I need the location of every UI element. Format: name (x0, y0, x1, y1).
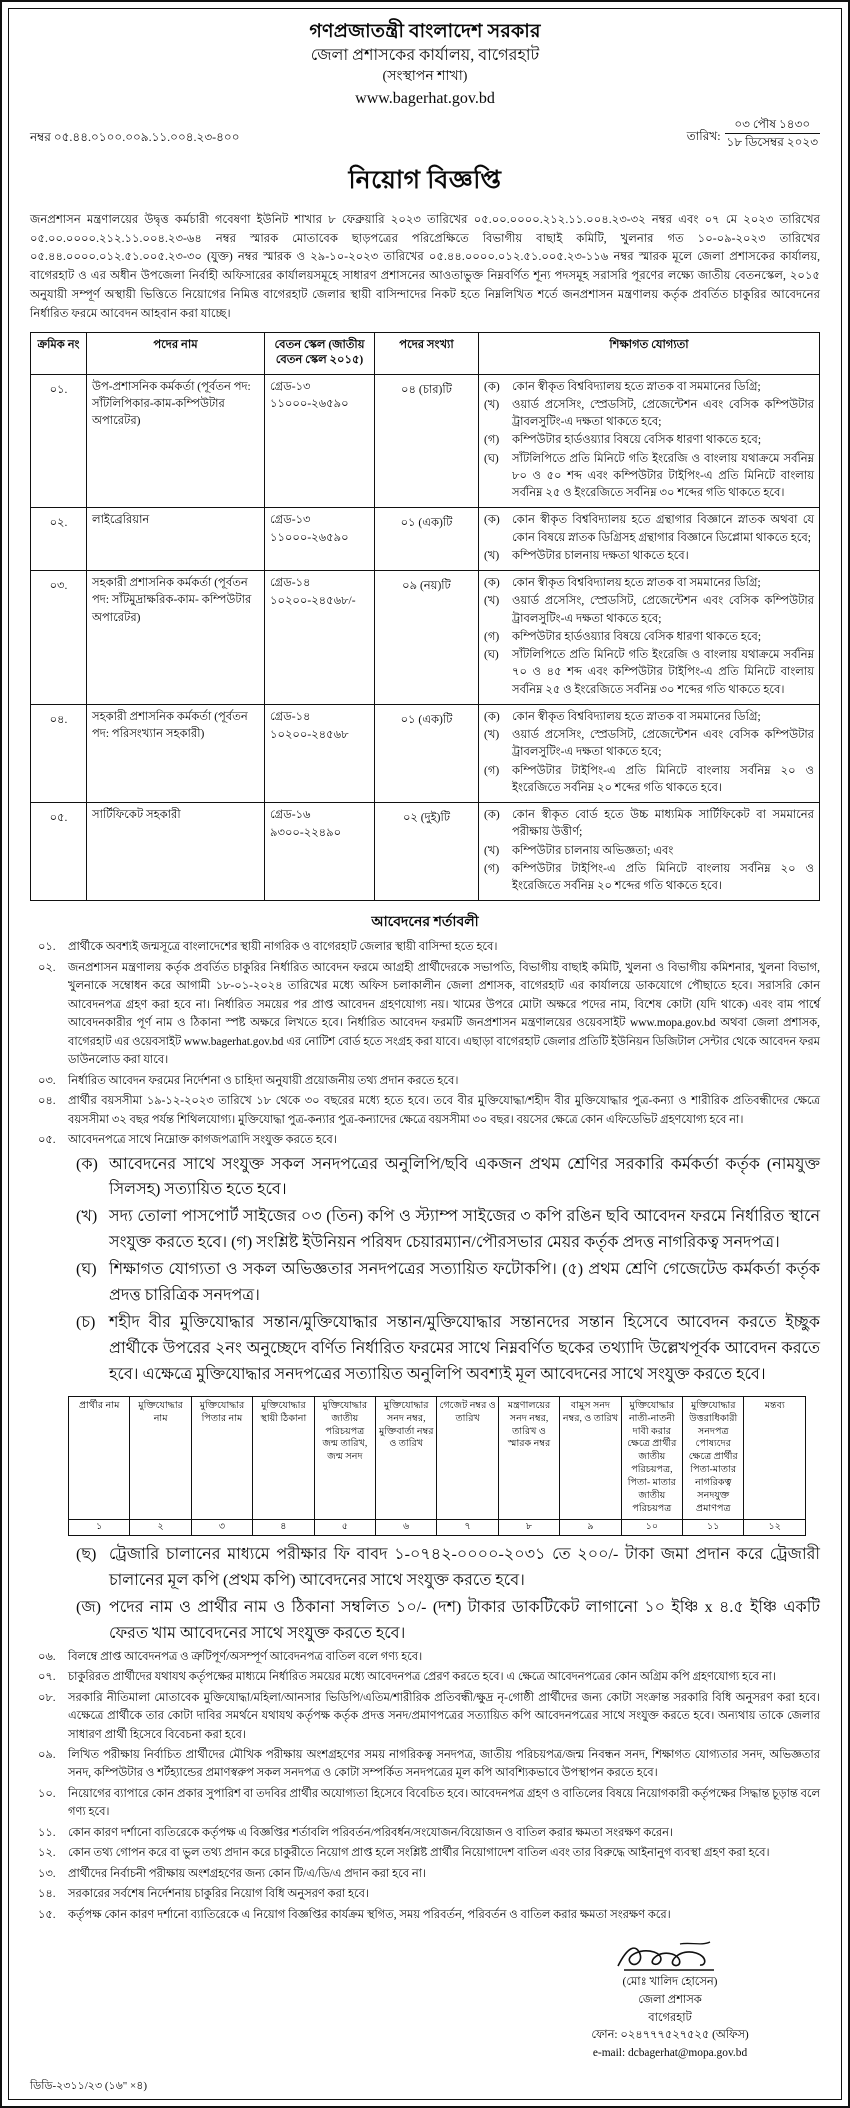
condition-subitem-marker: (ঘ) (76, 1261, 97, 1279)
condition-item (30, 938, 820, 956)
condition-item (30, 1648, 820, 1666)
handwritten-signature-icon (520, 1940, 820, 1974)
signatory-email: e-mail: dcbagerhat@mopa.gov.bd (592, 2046, 748, 2059)
qualification-item (484, 451, 814, 503)
table-row (31, 704, 820, 802)
qualification-marker: (ক) (484, 514, 500, 527)
condition-item-marker: ০৭. (38, 1671, 56, 1684)
office-name: জেলা প্রশাসকের কার্যালয়, বাগেরহাট (310, 46, 540, 64)
cell-pay-scale (265, 571, 375, 705)
qualification-text: কোন স্বীকৃত বিশ্ববিদ্যালয় হতে স্নাতক বা সমমানের ডিগ্রি; (512, 380, 761, 393)
cell-pay-scale (265, 374, 375, 508)
cell-post-name: উপ-প্রশাসনিক কর্মকর্তা (পূর্বতন পদ: সাঁটলিপিকার-কাম-কম্পিউটার অপারেটর) (87, 374, 265, 508)
website-url: www.bagerhat.gov.bd (355, 89, 495, 107)
posts-table (30, 332, 820, 902)
cell-post-name: সার্টিফিকেট সহকারী (87, 803, 265, 901)
ff-col-header: বামুস সনদ নম্বর, ও তারিখ (560, 1396, 621, 1519)
qualification-item (484, 807, 814, 842)
condition-subitem (76, 1595, 820, 1647)
condition-item (30, 959, 820, 1070)
ff-col-header: মুক্তিযোদ্ধার নাতী-নাতনী দাবী করার ক্ষেত্রে প্রার্থীর জাতীয় পরিচয়পত্র, পিতা- মাতার জাতীয় পরিচয়পত্র (621, 1396, 682, 1519)
condition-item-marker: ১৫. (38, 1908, 56, 1921)
condition-item-text: আবেদনপত্রে সাথে নিম্নোক্ত কাগজপত্রাদি সংযুক্ত করতে হবে। (68, 1134, 337, 1147)
ff-col-header: প্রার্থীর নাম (69, 1396, 130, 1519)
qualification-text: কোন স্বীকৃত বিশ্ববিদ্যালয় হতে স্নাতক বা সমমানের ডিগ্রি; (512, 577, 761, 590)
condition-item-marker: ০১. (38, 941, 56, 954)
condition-subitem-marker: (জ) (76, 1598, 101, 1616)
condition-item-text: নিয়োগের ব্যাপারে কোন প্রকার সুপারিশ বা তদবির প্রার্থীর অযোগ্যতা হিসেবে বিবেচিত হবে। আবেদনপত্র গ্রহণ ও বাতিলের বিষয়ে নিয়োগকারী কর্তৃপক্ষের সিদ্ধান্ত চূড়ান্ত বলে গণ্য হবে। (68, 1787, 820, 1819)
qualification-item (484, 629, 814, 646)
condition-subitem-text: আবেদনের সাথে সংযুক্ত সকল সনদপত্রের অনুলিপি/ছবি একজন প্রথম শ্রেণির সরকারি কর্মকর্তা কর্তৃক (নামযুক্ত সিলসহ) সত্যায়িত হতে হবে। (109, 1155, 820, 1199)
conditions-sub-list-after (76, 1542, 820, 1647)
qualification-marker: (ঘ) (484, 649, 499, 662)
qualification-marker: (ক) (484, 710, 500, 723)
qualification-text: কোন স্বীকৃত বিশ্ববিদ্যালয় হতে গ্রন্থাগার বিজ্ঞানে স্নাতক অথবা যে কোন বিষয়ে স্নাতক ডিগ্রিসহ গ্রন্থাগার বিজ্ঞানে ডিপ্লোমা থাকতে হবে; (512, 514, 814, 544)
pay-range: ৯৩০০-২২৪৯০ (270, 826, 342, 839)
cell-vacancy-count: ০২ (দুই)টি (375, 803, 479, 901)
ff-col-index: ২ (130, 1520, 191, 1536)
ff-col-header: মুক্তিযোদ্ধার নাম (130, 1396, 191, 1519)
cell-sl: ০৪. (31, 704, 87, 802)
ff-col-header: মুক্তিযোদ্ধার পিতার নাম (191, 1396, 252, 1519)
qualification-marker: (গ) (484, 862, 500, 875)
cell-sl: ০১. (31, 374, 87, 508)
qualification-list (484, 709, 814, 797)
freedom-fighter-table (68, 1396, 806, 1536)
condition-item-text: প্রার্থীকে অবশ্যই জন্মসূত্রে বাংলাদেশের স্থায়ী নাগরিক ও বাগেরহাট জেলার স্থায়ী বাসিন্দা হতে হবে। (68, 941, 498, 954)
date-english: ১৮ ডিসেম্বর ২০২৩ (726, 134, 818, 149)
cell-pay-scale (265, 803, 375, 901)
condition-subitem (76, 1204, 820, 1256)
qualification-text: সাঁটলিপিতে প্রতি মিনিটে গতি ইংরেজি ও বাংলায় যথাক্রমে সর্বনিম্ন ৮০ ও ৫০ শব্দ এবং কম্পিউটার টাইপিং-এ প্রতি মিনিটে বাংলায় সর্বনিম্ন ২৫ ও ইংরেজিতে সর্বনিম্ন ৩০ শব্দের গতি থাকতে হবে। (512, 452, 814, 500)
condition-item-marker: ১২. (38, 1847, 56, 1860)
condition-item-marker: ০৬. (38, 1650, 56, 1663)
cell-qualification (479, 704, 820, 802)
cell-pay-scale (265, 508, 375, 571)
cell-post-name: সহকারী প্রশাসনিক কর্মকর্তা (পূর্বতন পদ: সাঁটমুদ্রাক্ষরিক-কাম- কম্পিউটার অপারেটর) (87, 571, 265, 705)
date-bengali: ০৩ পৌষ ১৪৩০ (725, 117, 820, 134)
pay-range: ১০২০০-২৪৫৬৮ (270, 728, 349, 741)
cell-post-name: লাইব্রেরিয়ান (87, 508, 265, 571)
cell-sl: ০২. (31, 508, 87, 571)
cell-sl: ০৩. (31, 571, 87, 705)
qualification-text: ওয়ার্ড প্রসেসিং, স্প্রেডসিট, প্রেজেন্টেশন এবং বেসিক কম্পিউটার ট্রাবলসুটিং-এ দক্ষতা থাকতে হবে; (512, 595, 814, 625)
conditions-list (30, 938, 820, 1149)
ff-col-index: ১২ (744, 1520, 806, 1536)
qualification-list (484, 575, 814, 699)
condition-item (30, 1885, 820, 1903)
qualification-item (484, 763, 814, 798)
col-header-qualification: শিক্ষাগত যোগ্যতা (479, 332, 820, 374)
qualification-marker: (গ) (484, 434, 500, 447)
ff-col-header: মুক্তিযোদ্ধার সনদ নম্বর, মুক্তিবার্তা নম্বর ও তারিখ (376, 1396, 437, 1519)
qualification-list (484, 379, 814, 503)
memo-number: নম্বর ০৫.৪৪.০১০০.০০৯.১১.০০৪.২৩-৪০০ (30, 129, 240, 144)
cell-qualification (479, 803, 820, 901)
branch-name: (সংস্থাপন শাখা) (382, 69, 468, 85)
condition-item-marker: ০৪. (38, 1095, 56, 1108)
memo-row (30, 117, 820, 150)
qualification-text: কম্পিউটার চালনায় দক্ষতা থাকতে হবে। (512, 549, 689, 562)
signatory-name: (মোঃ খালিদ হোসেন) (622, 1976, 718, 1989)
ff-col-index: ৫ (314, 1520, 375, 1536)
pay-grade: গ্রেড-১৬ (270, 809, 311, 822)
condition-item-text: সরকারি নীতিমালা মোতাবেক মুক্তিযোদ্ধা/মহিলা/আনসার ভিডিপি/এতিম/শারীরিক প্রতিবন্ধী/ক্ষুদ্র নৃ-গোষ্ঠী প্রার্থীদের জন্য কোটা সংক্রান্ত সরকারি বিধি অনুসরণ করা হবে। এক্ষেত্রে প্রার্থীকে তার কোটা দাবির সমর্থনে যথাযথ কর্তৃপক্ষ কর্তৃক প্রদত্ত সনদ/প্রমাণপত্রের সত্যায়িত কপি আবেদনপত্রের সাথে সংযুক্ত করতে হবে। অন্যথায় তাকে জেলার সাধারণ প্রার্থী হিসেবে বিবেচনা করা হবে। (68, 1691, 820, 1741)
qualification-item (484, 379, 814, 396)
qualification-item (484, 575, 814, 592)
pay-grade: গ্রেড-১৪ (270, 577, 311, 590)
ff-index-row (69, 1520, 806, 1536)
ff-col-header: মুক্তিযোদ্ধার জাতীয় পরিচয়পত্র জন্ম তারিখ, জন্ম সনদ (314, 1396, 375, 1519)
pay-range: ১০২০০-২৪৫৬৮/- (270, 594, 356, 607)
qualification-list (484, 512, 814, 565)
pay-range: ১১০০০-২৬৫৯০ (270, 398, 349, 411)
qualification-text: কোন স্বীকৃত বিশ্ববিদ্যালয় হতে স্নাতক বা সমমানের ডিগ্রি; (512, 710, 761, 723)
ff-col-index: ১ (69, 1520, 130, 1536)
condition-subitem-text: শহীদ বীর মুক্তিযোদ্ধার সন্তান/মুক্তিযোদ্ধার সন্তান/মুক্তিযোদ্ধার সন্তানদের সন্তান হিসেবে আবেদন করতে ইচ্ছুক প্রার্থীকে উপরের ২নং অনুচ্ছেদে বর্ণিত নির্ধারিত ফরমের সাথে নিম্নবর্ণিত ছকের তথ্যাদি উল্লেখপূর্বক আবেদন করতে হবে। এক্ষেত্রে মুক্তিযোদ্ধার সনদপত্রের সত্যায়িত অনুলিপি অবশ্যই মূল আবেদনের সাথে সংযুক্ত করতে হবে। (109, 1313, 820, 1383)
pay-grade: গ্রেড-১৩ (270, 514, 311, 527)
condition-item (30, 1865, 820, 1883)
condition-item (30, 1689, 820, 1744)
condition-item-marker: ০৯. (38, 1749, 56, 1761)
condition-item-marker: ০৮. (38, 1691, 56, 1704)
qualification-item (484, 709, 814, 726)
condition-subitem-marker: (খ) (76, 1208, 98, 1226)
condition-item (30, 1072, 820, 1090)
qualification-text: ওয়ার্ড প্রসেসিং, স্প্রেডসিট, প্রেজেন্টেশন এবং বেসিক কম্পিউটার ট্রাবলসুটিং-এ দক্ষতা থাকতে হবে; (512, 729, 814, 759)
cell-sl: ০৫. (31, 803, 87, 901)
qualification-text: কম্পিউটার হার্ডওয়্যার বিষয়ে বেসিক ধারণা থাকতে হবে; (512, 434, 762, 447)
qualification-marker: (ঘ) (484, 452, 499, 465)
table-row (31, 374, 820, 508)
signatory-designation: জেলা প্রশাসক (638, 1993, 702, 2006)
table-row (31, 571, 820, 705)
cell-pay-scale (265, 704, 375, 802)
ff-col-index: ৬ (376, 1520, 437, 1536)
condition-item (30, 1668, 820, 1686)
condition-subitem-marker: (চ) (76, 1313, 96, 1331)
ff-col-index: ১১ (683, 1520, 744, 1536)
signatory-office: বাগেরহাট (648, 2011, 692, 2024)
condition-subitem-text: সদ্য তোলা পাসপোর্ট সাইজের ০৩ (তিন) কপি ও স্ট্যাম্প সাইজের ৩ কপি রঙিন ছবি আবেদন ফরমে নির্ধারিত স্থানে সংযুক্ত করতে হবে। (গ) সংশ্লিষ্ট ইউনিয়ন পরিষদ চেয়ারম্যান/পৌরসভার মেয়র কর্তৃক প্রদত্ত নাগরিকত্ব সনদপত্র। (109, 1208, 820, 1252)
signatory-phone: ফোন: ০২৪৭৭৭৫২৭৫২৫ (অফিস) (591, 2029, 749, 2042)
condition-item-text: চাকুরিরত প্রার্থীদের যথাযথ কর্তৃপক্ষের মাধ্যমে নির্ধারিত সময়ের মধ্যে আবেদনপত্র প্রেরণ করতে হবে। এ ক্ষেত্রে আবেদনপত্রের কোন অগ্রিম কপি গ্রহণযোগ্য হবে না। (68, 1671, 776, 1684)
ff-col-index: ৪ (253, 1520, 314, 1536)
conditions-list-after (30, 1648, 820, 1925)
ff-col-header: গেজেট নম্বর ও তারিখ (437, 1396, 498, 1519)
condition-item-text: লিখিত পরীক্ষায় নির্বাচিত প্রার্থীদের মৌখিক পরীক্ষায় অংশগ্রহণের সময় নাগরিকত্ব সনদপত্র, জাতীয় পরিচয়পত্র/জন্ম নিবন্ধন সনদ, শিক্ষাগত যোগ্যতার সনদ, অভিজ্ঞতার সনদ, কম্পিউটার ও শর্টহ্যান্ডের প্রমাণস্বরুপ সকল সনদপত্র ও কোটা সম্পর্কিত সনদপত্রের মূল কপি আবশ্যিকভাবে উপস্থাপন করতে হবে। (68, 1749, 820, 1780)
condition-item-text: প্রার্থীর বয়সসীমা ১৯-১২-২০২৩ তারিখে ১৮ থেকে ৩০ বছরের মধ্যে হতে হবে। তবে বীর মুক্তিযোদ্ধা/শহীদ বীর মুক্তিযোদ্ধার পুত্র-কন্যা ও শারীরিক প্রতিবন্ধীদের ক্ষেত্রে বয়সসীমা ৩২ বছর পর্যন্ত শিথিলযোগ্য। মুক্তিযোদ্ধা পুত্র-কন্যার পুত্র-কন্যাদের ক্ষেত্রে বয়সসীমা ৩০ বছর। বয়সের ক্ষেত্রে কোন এফিডেভিট গ্রহণযোগ্য হবে না। (68, 1095, 820, 1126)
qualification-marker: (গ) (484, 764, 500, 777)
document-header (30, 20, 820, 109)
condition-subitem-text: পদের নাম ও প্রার্থীর নাম ও ঠিকানা সম্বলিত ১০/- (দশ) টাকার ডাকটিকেট লাগানো ১০ ইঞ্চি x ৪.৫ ইঞ্চি একটি ফেরত খাম আবেদনের সাথে সংযুক্ত করতে হবে। (109, 1598, 820, 1642)
ff-col-header: মন্ত্রণালয়ের সনদ নম্বর, তারিখ ও স্মারক নম্বর (498, 1396, 559, 1519)
table-row (31, 508, 820, 571)
condition-item-text: বিলম্বে প্রাপ্ত আবেদনপত্র ও ত্রুটিপূর্ণ/অসম্পূর্ণ আবেদনপত্র বাতিল বলে গণ্য হবে। (68, 1650, 423, 1663)
posts-table-header-row (31, 332, 820, 374)
qualification-text: কম্পিউটার টাইপিং-এ প্রতি মিনিটে বাংলায় সর্বনিম্ন ২০ ও ইংরেজিতে সর্বনিম্ন ২০ শব্দের গতি থাকতে হবে। (512, 862, 814, 893)
ff-col-index: ৮ (498, 1520, 559, 1536)
footer-print-code: ডিডি-২৩১১/২৩ (১৬" ×৪) (30, 2079, 148, 2092)
cell-qualification (479, 374, 820, 508)
condition-item-marker: ০৫. (38, 1134, 56, 1147)
qualification-item (484, 397, 814, 432)
condition-item-text: কোন কারণ দর্শানো ব্যতিরেকে কর্তৃপক্ষ এ বিজ্ঞপ্তির শর্তাবলি পরিবর্তন/পরিবর্ধন/সংযোজন/বিয়োজন ও বাতিল করার ক্ষমতা সংরক্ষণ করেন। (68, 1826, 673, 1839)
condition-item-text: নির্ধারিত আবেদন ফরমের নির্দেশনা ও চাহিদা অনুযায়ী প্রয়োজনীয় তথ্য প্রদান করতে হবে। (68, 1074, 459, 1087)
qualification-text: কম্পিউটার হার্ডওয়্যার বিষয়ে বেসিক ধারণা থাকতে হবে; (512, 630, 762, 643)
page-title: নিয়োগ বিজ্ঞপ্তি (348, 166, 502, 194)
condition-item-marker: ১১. (38, 1826, 56, 1839)
qualification-marker: (খ) (484, 595, 500, 608)
condition-item-text: কর্তৃপক্ষ কোন কারণ দর্শানো ব্যাতিরেকে এ নিয়োগ বিজ্ঞপ্তির কার্যক্রম স্থগিত, সময় পরিবর্তন, পরিবর্তন ও বাতিল করার ক্ষমতা সংরক্ষণ করে। (68, 1908, 671, 1921)
ff-col-index: ৯ (560, 1520, 621, 1536)
qualification-item (484, 647, 814, 699)
condition-item-marker: ১০. (38, 1787, 56, 1800)
condition-item-marker: ১৪. (38, 1888, 56, 1901)
cell-vacancy-count: ০৪ (চার)টি (375, 374, 479, 508)
ff-header-row (69, 1396, 806, 1519)
cell-vacancy-count: ০৯ (নয়)টি (375, 571, 479, 705)
cell-qualification (479, 508, 820, 571)
condition-subitem (76, 1152, 820, 1204)
qualification-marker: (ক) (484, 380, 500, 393)
pay-grade: গ্রেড-১৩ (270, 380, 311, 393)
qualification-text: কোন স্বীকৃত বোর্ড হতে উচ্চ মাধ্যমিক সার্টিফিকেট বা সমমানের পরীক্ষায় উত্তীর্ণ; (512, 809, 814, 839)
ff-col-index: ৩ (191, 1520, 252, 1536)
cell-post-name: সহকারী প্রশাসনিক কর্মকর্তা (পূর্বতন পদ: পরিসংখ্যান সহকারী) (87, 704, 265, 802)
condition-subitem-marker: (ক) (76, 1155, 98, 1173)
condition-item-text: প্রার্থীদের নির্বাচনী পরীক্ষায় অংশগ্রহণের জন্য কোন টি/এ/ডি/এ প্রদান করা হবে না। (68, 1867, 427, 1880)
condition-item (30, 1746, 820, 1783)
table-row (31, 803, 820, 901)
cell-vacancy-count: ০১ (এক)টি (375, 704, 479, 802)
cell-qualification (479, 571, 820, 705)
col-header-vacancies: পদের সংখ্যা (375, 332, 479, 374)
condition-item-marker: ০২. (38, 961, 56, 974)
freedom-fighter-table-wrap (68, 1396, 806, 1536)
condition-item (30, 1092, 820, 1129)
qualification-text: কম্পিউটার চালনায় অভিজ্ঞতা; এবং (512, 844, 674, 857)
condition-item-marker: ০৩. (38, 1074, 56, 1087)
qualification-marker: (খ) (484, 549, 500, 562)
condition-subitem (76, 1257, 820, 1309)
pay-range: ১১০০০-২৬৫৯০ (270, 532, 349, 545)
qualification-item (484, 512, 814, 547)
col-header-sl: ক্রমিক নং (31, 332, 87, 374)
qualification-item (484, 432, 814, 449)
condition-subitem (76, 1542, 820, 1594)
condition-subitem (76, 1310, 820, 1388)
date-label: তারিখ: (686, 129, 721, 144)
posts-table-body (31, 374, 820, 901)
qualification-marker: (ক) (484, 577, 500, 590)
qualification-item (484, 727, 814, 762)
condition-item (30, 1906, 820, 1924)
condition-subitem-marker: (ছ) (76, 1546, 97, 1564)
condition-item-text: জনপ্রশাসন মন্ত্রণালয় কর্তৃক প্রবর্তিত চাকুরির নির্ধারিত আবেদন ফরমে আগ্রহী প্রার্থীদেরকে সভাপতি, বিভাগীয় বাছাই কমিটি, খুলনা ও বিভাগীয় কমিশনার, খুলনা বিভাগ, খুলনাকে সম্বোধন করে আগামী ১৮-০১-২০২৪ তারিখের মধ্যে অফিস চলাকালীন জেলা প্রশাসক, বাগেরহাট এর কার্যালয়ে ডাকযোগে পৌছাতে হবে। সরাসরি কোন আবেদনপত্র গ্রহণ করা হবে না। নির্ধারিত সময়ের পর প্রাপ্ত আবেদন গ্রহণযোগ্য নয়। খামের উপরে মোটা অক্ষরে পদের নাম, বিশেষ কোটা (যদি থাকে) এবং বাম পার্শ্বে আবেদনকারীর পূর্ণ নাম ও ঠিকানা স্পষ্ট অক্ষরে লিখতে হবে। নির্ধারিত আবেদন ফরমটি জনপ্রশাসন মন্ত্রণালয়ের ওয়েবসাইট www.mopa.gov.bd অথবা জেলা প্রশাসক, বাগেরহাট এর ওয়েবসাইট www.bagerhat.gov.bd এর নোটিশ বোর্ড হতে সংগ্রহ করা যাবে। এছাড়া বাগেরহাট জেলার প্রতিটি ইউনিয়ন ডিজিটাল সেন্টার থেকে আবেদন ফরম ডাউনলোড করা যাবে। (68, 961, 820, 1067)
qualification-text: ওয়ার্ড প্রসেসিং, স্প্রেডসিট, প্রেজেন্টেশন এবং বেসিক কম্পিউটার ট্রাবলসুটিং-এ দক্ষতা থাকতে হবে; (512, 398, 814, 429)
govt-name: গণপ্রজাতন্ত্রী বাংলাদেশ সরকার (309, 21, 541, 42)
condition-item (30, 1131, 820, 1149)
qualification-list (484, 807, 814, 895)
qualification-item (484, 548, 814, 565)
conditions-title: আবেদনের শর্তাবলী (371, 915, 479, 931)
ff-col-header: মুক্তিযোদ্ধার স্থায়ী ঠিকানা (253, 1396, 314, 1519)
condition-item (30, 1824, 820, 1842)
intro-paragraph: জনপ্রশাসন মন্ত্রণালয়ের উদ্বৃত্ত কর্মচারী গবেষণা ইউনিট শাখার ৮ ফেব্রুয়ারি ২০২৩ তারিখের ০৫.০০.০০০০.২১২.১১.০০৪.২৩-৩২ নম্বর এবং ০৭ মে ২০২৩ তারিখের ০৫.০০.০০০০.২১২.১১.০০৪.২৩-৬৪ নম্বর স্মারক মোতাবেক ছাড়পত্রের পরিপ্রেক্ষিতে বিভাগীয় বাছাই কমিটি, খুলনার গত ১০-০৯-২০২৩ তারিখের ০৫.৪৪.০০০০.০১২.৫১.০০৫.২৩-৩০ (যুক্ত) নম্বর স্মারক ও ২৯-১০-২০২৩ তারিখের ০৫.৪৪.০০০০.০১২.৫১.০০৫.২৩-১১৬ নম্বর স্মারক মূলে জেলা প্রশাসকের কার্যালয়, বাগেরহাট ও এর অধীন উপজেলা নির্বাহী অফিসারের কার্যালয়সমূহে সাধারণ প্রশাসনের আওতাভুক্ত নিম্নবর্ণিত শূন্য পদসমূহ সরাসরি পূরণের লক্ষ্যে জাতীয় বেতনস্কেল, ২০১৫ অনুযায়ী সম্পূর্ণ অস্থায়ী ভিত্তিতে নিয়োগের নিমিত্ত বাগেরহাট জেলার স্থায়ী বাসিন্দাদের নিকট হতে নিম্নলিখিত শর্তে জনপ্রশাসন মন্ত্রণালয় কর্তৃক প্রবর্তিত চাকুরির আবেদনের নির্ধারিত ফরমে আবেদন আহবান করা যাচ্ছে। (30, 212, 820, 320)
ff-col-header: মুক্তিযোদ্ধার উত্তরাধিকারী সনদপত্র পোষ্যদের ক্ষেত্রে প্রার্থীর পিতা-মাতার নাগরিকত্ব সনদযুক্ত প্রমাণপত্র (683, 1396, 744, 1519)
qualification-item (484, 843, 814, 860)
cell-vacancy-count: ০১ (এক)টি (375, 508, 479, 571)
qualification-marker: (গ) (484, 630, 500, 643)
condition-item-text: সরকারের সর্বশেষ নির্দেশনায় চাকুরির নিয়োগ বিধি অনুসরণ করা হবে। (68, 1888, 369, 1901)
qualification-text: কম্পিউটার টাইপিং-এ প্রতি মিনিটে বাংলায় সর্বনিম্ন ২০ ও ইংরেজিতে সর্বনিম্ন ২০ শব্দের গতি থাকতে হবে। (512, 764, 814, 794)
col-header-post-name: পদের নাম (87, 332, 265, 374)
condition-item-text: কোন তথ্য গোপন করে বা ভুল তথ্য প্রদান করে চাকুরীতে নিয়োগ প্রাপ্ত হলে সংশ্লিষ্ট প্রার্থীর নিয়োগাদেশ বাতিল এবং তার বিরুদ্ধে আইনানুগ ব্যবস্থা গ্রহণ করা হবে। (68, 1847, 770, 1860)
signature-block (30, 1940, 820, 2062)
condition-item (30, 1785, 820, 1822)
qualification-item (484, 593, 814, 628)
condition-item (30, 1844, 820, 1862)
qualification-marker: (খ) (484, 398, 500, 411)
memo-date (687, 117, 820, 150)
qualification-marker: (খ) (484, 844, 500, 857)
ff-col-index: ৭ (437, 1520, 498, 1536)
ff-col-header: মন্তব্য (744, 1396, 806, 1519)
col-header-pay-scale: বেতন স্কেল (জাতীয় বেতন স্কেল ২০১৫) (265, 332, 375, 374)
qualification-marker: (ক) (484, 809, 500, 822)
condition-item-marker: ১৩. (38, 1867, 56, 1880)
ff-col-index: ১০ (621, 1520, 682, 1536)
pay-grade: গ্রেড-১৪ (270, 710, 311, 723)
qualification-text: সাঁটলিপিতে প্রতি মিনিটে গতি ইংরেজি ও বাংলায় যথাক্রমে সর্বনিম্ন ৭০ ও ৪৫ শব্দ এবং কম্পিউটার টাইপিং-এ প্রতি মিনিটে বাংলায় সর্বনিম্ন ২৫ ও ইংরেজিতে সর্বনিম্ন ৩০ শব্দের গতি থাকতে হবে। (512, 649, 814, 696)
condition-subitem-text: ট্রেজারি চালানের মাধ্যমে পরীক্ষার ফি বাবদ ১-০৭৪২-০০০০-২০৩১ তে ২০০/- টাকা জমা প্রদান করে ট্রেজারী চালানের মূল কপি (প্রথম কপি) আবেদনের সাথে সংযুক্ত করতে হবে। (109, 1546, 820, 1589)
qualification-item (484, 861, 814, 896)
conditions-sub-list (76, 1152, 820, 1388)
condition-subitem-text: শিক্ষাগত যোগ্যতা ও সকল অভিজ্ঞতার সনদপত্রের সত্যায়িত ফটোকপি। (৫) প্রথম শ্রেণি গেজেটেড কর্মকর্তা কর্তৃক প্রদত্ত চারিত্রিক সনদপত্র। (109, 1261, 820, 1305)
qualification-marker: (খ) (484, 729, 500, 742)
